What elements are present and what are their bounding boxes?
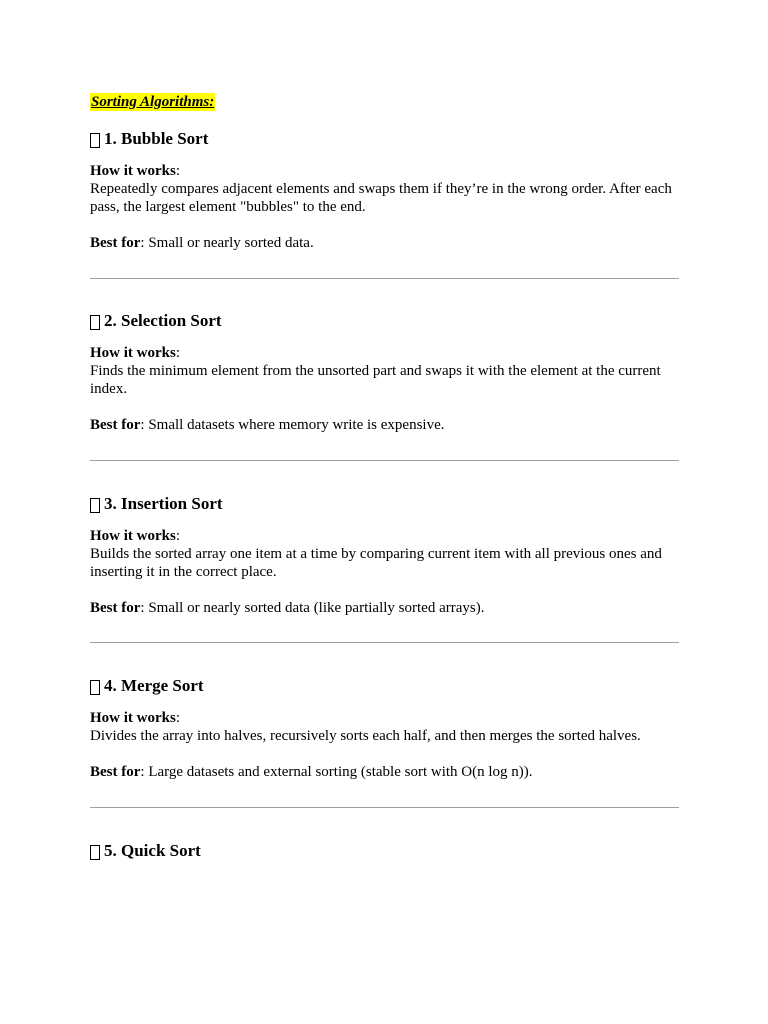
missing-glyph-icon <box>90 498 100 513</box>
section-heading-text: 5. Quick Sort <box>104 841 201 860</box>
missing-glyph-icon <box>90 680 100 695</box>
how-it-works-label: How it works: <box>90 528 181 544</box>
best-for-text: : Small or nearly sorted data. <box>140 235 314 251</box>
section-heading-text: 3. Insertion Sort <box>104 494 223 513</box>
section-insertion-sort <box>90 493 679 617</box>
best-for-label: Best for <box>90 417 141 433</box>
section-merge-sort <box>90 675 679 781</box>
section-heading <box>90 840 679 862</box>
section-divider <box>90 807 679 808</box>
best-for-line <box>90 763 679 781</box>
how-it-works-text: Finds the minimum element from the unsorted part and swaps it with the element at the current index. <box>90 363 661 397</box>
section-heading <box>90 493 679 515</box>
best-for-line <box>90 416 679 434</box>
section-divider <box>90 278 679 279</box>
section-bubble-sort <box>90 128 679 252</box>
best-for-text: : Small datasets where memory write is expensive. <box>140 417 445 433</box>
how-it-works-label: How it works: <box>90 710 181 726</box>
best-for-label: Best for <box>90 764 141 780</box>
best-for-text: : Small or nearly sorted data (like partially sorted arrays). <box>140 600 485 616</box>
document-title: Sorting Algorithms: <box>91 94 215 110</box>
section-heading-text: 2. Selection Sort <box>104 311 222 330</box>
missing-glyph-icon <box>90 845 100 860</box>
section-divider <box>90 460 679 461</box>
best-for-line <box>90 599 679 617</box>
how-it-works-label: How it works: <box>90 345 181 361</box>
section-heading-text: 1. Bubble Sort <box>104 129 209 148</box>
best-for-label: Best for <box>90 600 141 616</box>
section-quick-sort <box>90 840 679 862</box>
missing-glyph-icon <box>90 315 100 330</box>
how-it-works-text: Divides the array into halves, recursively sorts each half, and then merges the sorted halves. <box>90 728 641 744</box>
section-heading-text: 4. Merge Sort <box>104 676 204 695</box>
section-divider <box>90 642 679 643</box>
section-heading <box>90 128 679 150</box>
best-for-label: Best for <box>90 235 141 251</box>
best-for-text: : Large datasets and external sorting (stable sort with O(n log n)). <box>140 764 533 780</box>
best-for-line <box>90 234 679 252</box>
how-it-works-label: How it works: <box>90 163 181 179</box>
how-it-works-text: Builds the sorted array one item at a time by comparing current item with all previous ones and inserting it in the correct place. <box>90 546 662 580</box>
how-it-works-text: Repeatedly compares adjacent elements and swaps them if they’re in the wrong order. After each pass, the largest element "bubbles" to the end. <box>90 181 672 215</box>
section-heading <box>90 310 679 332</box>
section-heading <box>90 675 679 697</box>
section-selection-sort <box>90 310 679 434</box>
missing-glyph-icon <box>90 133 100 148</box>
